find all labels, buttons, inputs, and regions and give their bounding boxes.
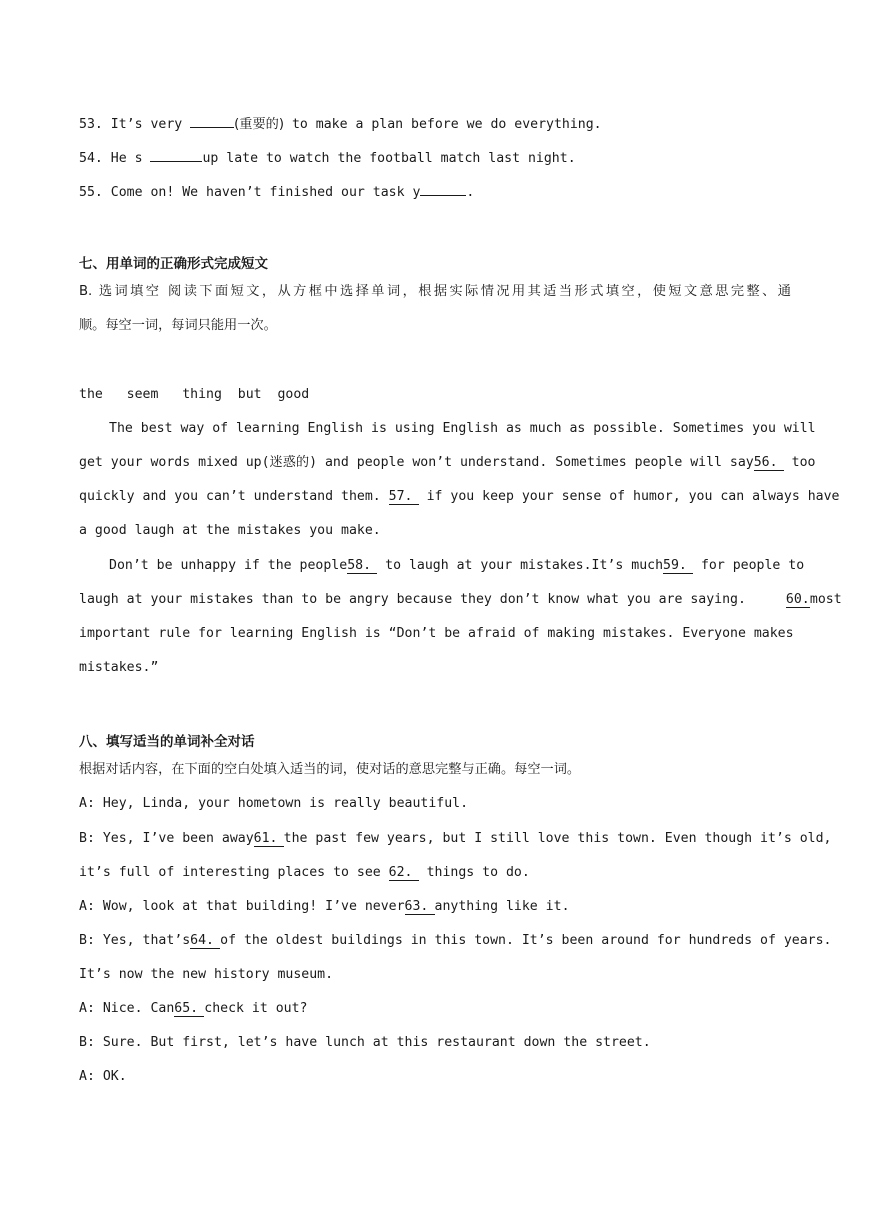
dialogue-line: It’s now the new history museum.: [79, 967, 334, 982]
dialogue-line: A: OK.: [79, 1069, 127, 1084]
passage-line: get your words mixed up(迷惑的) and people won’t understand. Sometimes people will say56. too: [79, 455, 816, 470]
dialogue-line: B: Yes, I’ve been away61. the past few years, but I still love this town. Even though it’s old,: [79, 831, 832, 846]
question-54: [79, 147, 576, 168]
section-heading-8: 八、填写适当的单词补全对话: [79, 734, 255, 750]
blank-62[interactable]: 62.: [389, 866, 419, 881]
dialogue-line: A: Wow, look at that building! I’ve never63. anything like it.: [79, 899, 570, 914]
answer-blank[interactable]: [150, 147, 202, 162]
question-text: up late to watch the football match last night.: [202, 151, 576, 166]
dialogue-line: B: Sure. But first, let’s have lunch at this restaurant down the street.: [79, 1035, 651, 1050]
section-instruction-cont: 顺。每空一词，每词只能用一次。: [79, 318, 277, 333]
section-instruction: B. 选词填空 阅读下面短文，从方框中选择单词，根据实际情况用其适当形式填空，使短文意思完整、通: [79, 284, 791, 299]
blank-60[interactable]: 60.: [785, 592, 810, 607]
passage-line: important rule for learning English is “Don’t be afraid of making mistakes. Everyone makes: [79, 626, 794, 641]
question-53: [79, 113, 602, 134]
passage-line: mistakes.”: [79, 660, 159, 675]
question-text: 53. It’s very: [79, 117, 191, 132]
passage-line: The best way of learning English is using English as much as possible. Sometimes you will: [109, 421, 816, 436]
passage-line: Don’t be unhappy if the people58. to laugh at your mistakes.It’s much59. for people to: [109, 558, 805, 573]
answer-blank[interactable]: [190, 113, 234, 128]
passage-line: laugh at your mistakes than to be angry because they don’t know what you are saying. 60.most: [79, 592, 842, 607]
question-text: 54. He s: [79, 151, 151, 166]
dialogue-line: B: Yes, that’s64. of the oldest buildings in this town. It’s been around for hundreds of years.: [79, 933, 832, 948]
chinese-hint: (重要的): [234, 117, 285, 132]
answer-blank[interactable]: [420, 181, 466, 196]
blank-56[interactable]: 56.: [754, 456, 784, 471]
question-55: [79, 181, 474, 202]
dialogue-line: A: Hey, Linda, your hometown is really beautiful.: [79, 796, 469, 811]
question-text: 55. Come on! We haven’t finished our task y: [79, 185, 421, 200]
blank-64[interactable]: 64.: [190, 934, 220, 949]
question-text: .: [466, 185, 475, 200]
blank-61[interactable]: 61.: [254, 832, 284, 847]
blank-63[interactable]: 63.: [405, 900, 435, 915]
section-heading-7: 七、用单词的正确形式完成短文: [79, 256, 268, 272]
dialogue-line: it’s full of interesting places to see 62. things to do.: [79, 865, 530, 880]
blank-65[interactable]: 65.: [174, 1002, 204, 1017]
word-bank: the seem thing but good: [79, 387, 310, 402]
blank-59[interactable]: 59.: [663, 559, 693, 574]
blank-58[interactable]: 58.: [347, 559, 377, 574]
question-text: to make a plan before we do everything.: [284, 117, 602, 132]
passage-line: quickly and you can’t understand them. 57. if you keep your sense of humor, you can always have: [79, 489, 840, 504]
section-instruction: 根据对话内容，在下面的空白处填入适当的词，使对话的意思完整与正确。每空一词。: [79, 762, 581, 777]
blank-57[interactable]: 57.: [389, 490, 419, 505]
dialogue-line: A: Nice. Can65. check it out?: [79, 1001, 308, 1016]
passage-line: a good laugh at the mistakes you make.: [79, 523, 381, 538]
